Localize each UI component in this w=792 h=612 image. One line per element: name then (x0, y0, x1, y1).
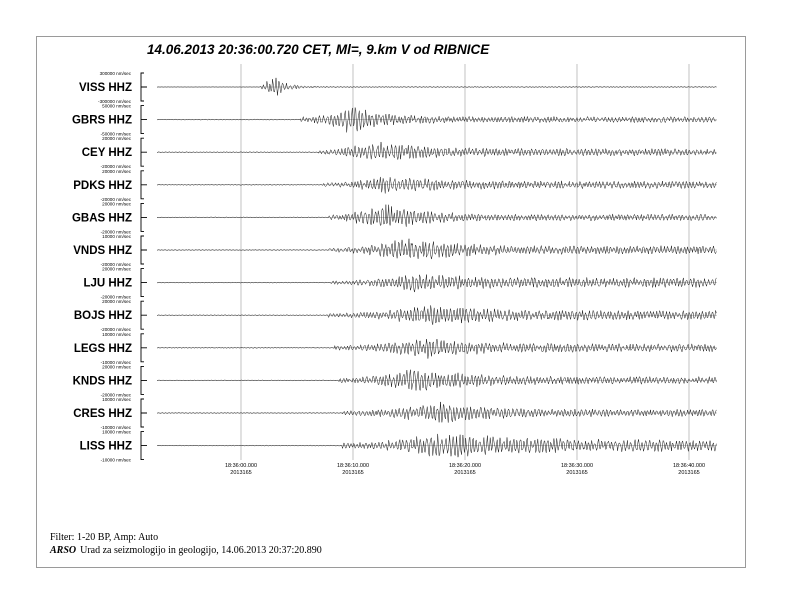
scale-bottom-label: -20000 nm/sec (100, 196, 131, 202)
credit-line (50, 545, 322, 556)
amplitude-scale-bracket (141, 399, 147, 427)
station-label: GBRS HHZ (71, 114, 132, 127)
station-label: LISS HHZ (79, 440, 132, 453)
scale-bottom-label: -10000 nm/sec (100, 457, 131, 463)
scale-top-label: 20000 nm/sec (102, 364, 131, 370)
amplitude-scale-bracket (141, 106, 147, 134)
x-tick-time: 18:36:10.000 (336, 463, 370, 469)
scale-top-label: 20000 nm/sec (102, 299, 131, 305)
station-label: VISS HHZ (78, 82, 132, 94)
amplitude-scale-bracket (141, 138, 147, 166)
scale-top-label: 20000 nm/sec (102, 136, 131, 142)
scale-top-label: 20000 nm/sec (102, 266, 131, 272)
station-label: GBAS HHZ (71, 212, 132, 225)
scale-top-label: 20000 nm/sec (102, 168, 131, 174)
x-tick-time: 18:36:40.000 (672, 463, 706, 469)
amplitude-scale-bracket (141, 171, 147, 199)
x-tick-time: 18:36:00.000 (224, 463, 258, 469)
scale-bottom-label: -20000 nm/sec (100, 229, 131, 235)
station-label: LJU HHZ (83, 277, 132, 290)
amplitude-scale-bracket (141, 366, 147, 394)
credit-text: Urad za seizmologijo in geologijo, 14.06.2013 20:37:20.890 (80, 545, 322, 556)
station-label: VNDS HHZ (73, 245, 132, 257)
amplitude-scale-bracket (141, 432, 147, 460)
scale-bottom-label: -10000 nm/sec (100, 359, 131, 365)
station-label: CRES HHZ (73, 408, 132, 420)
x-tick-day: 2013165 (566, 470, 588, 476)
scale-bottom-label: -300000 nm/sec (98, 99, 131, 104)
station-label: LEGS HHZ (73, 342, 132, 355)
scale-bottom-label: -20000 nm/sec (100, 262, 131, 267)
x-tick-time: 18:36:20.000 (448, 463, 482, 469)
x-tick-day: 2013165 (454, 470, 476, 476)
filter-info: Filter: 1-20 BP, Amp: Auto (50, 532, 159, 543)
amplitude-scale-bracket (141, 301, 147, 329)
amplitude-scale-bracket (141, 236, 147, 264)
scale-top-label: 300000 nm/sec (99, 71, 131, 76)
x-tick-day: 2013165 (678, 470, 700, 476)
amplitude-scale-bracket (141, 203, 147, 231)
x-tick-day: 2013165 (230, 470, 252, 476)
x-tick-time: 18:36:30.000 (560, 463, 594, 469)
scale-top-label: 10000 nm/sec (102, 397, 131, 402)
scale-top-label: 50000 nm/sec (102, 103, 131, 109)
station-label: BOJS HHZ (73, 310, 132, 323)
scale-bottom-label: -20000 nm/sec (100, 392, 131, 398)
station-label: CEY HHZ (81, 147, 132, 160)
scale-top-label: 10000 nm/sec (102, 331, 131, 337)
station-label: KNDS HHZ (72, 375, 132, 388)
agency-name: ARSO (50, 545, 77, 556)
x-tick-day: 2013165 (342, 470, 364, 476)
scale-bottom-label: -10000 nm/sec (100, 425, 131, 430)
station-label: PDKS HHZ (73, 179, 132, 192)
scale-top-label: 10000 nm/sec (102, 234, 131, 239)
scale-bottom-label: -20000 nm/sec (100, 164, 131, 170)
scale-bottom-label: -20000 nm/sec (100, 327, 131, 333)
chart-title: 14.06.2013 20:36:00.720 CET, Ml=, 9.km V od RIBNICE (147, 42, 490, 57)
scale-top-label: 10000 nm/sec (102, 429, 131, 435)
scale-top-label: 20000 nm/sec (102, 201, 131, 207)
scale-bottom-label: -50000 nm/sec (100, 131, 131, 137)
amplitude-scale-bracket (141, 73, 147, 101)
scale-bottom-label: -20000 nm/sec (100, 294, 131, 300)
amplitude-scale-bracket (141, 334, 147, 362)
amplitude-scale-bracket (141, 269, 147, 297)
